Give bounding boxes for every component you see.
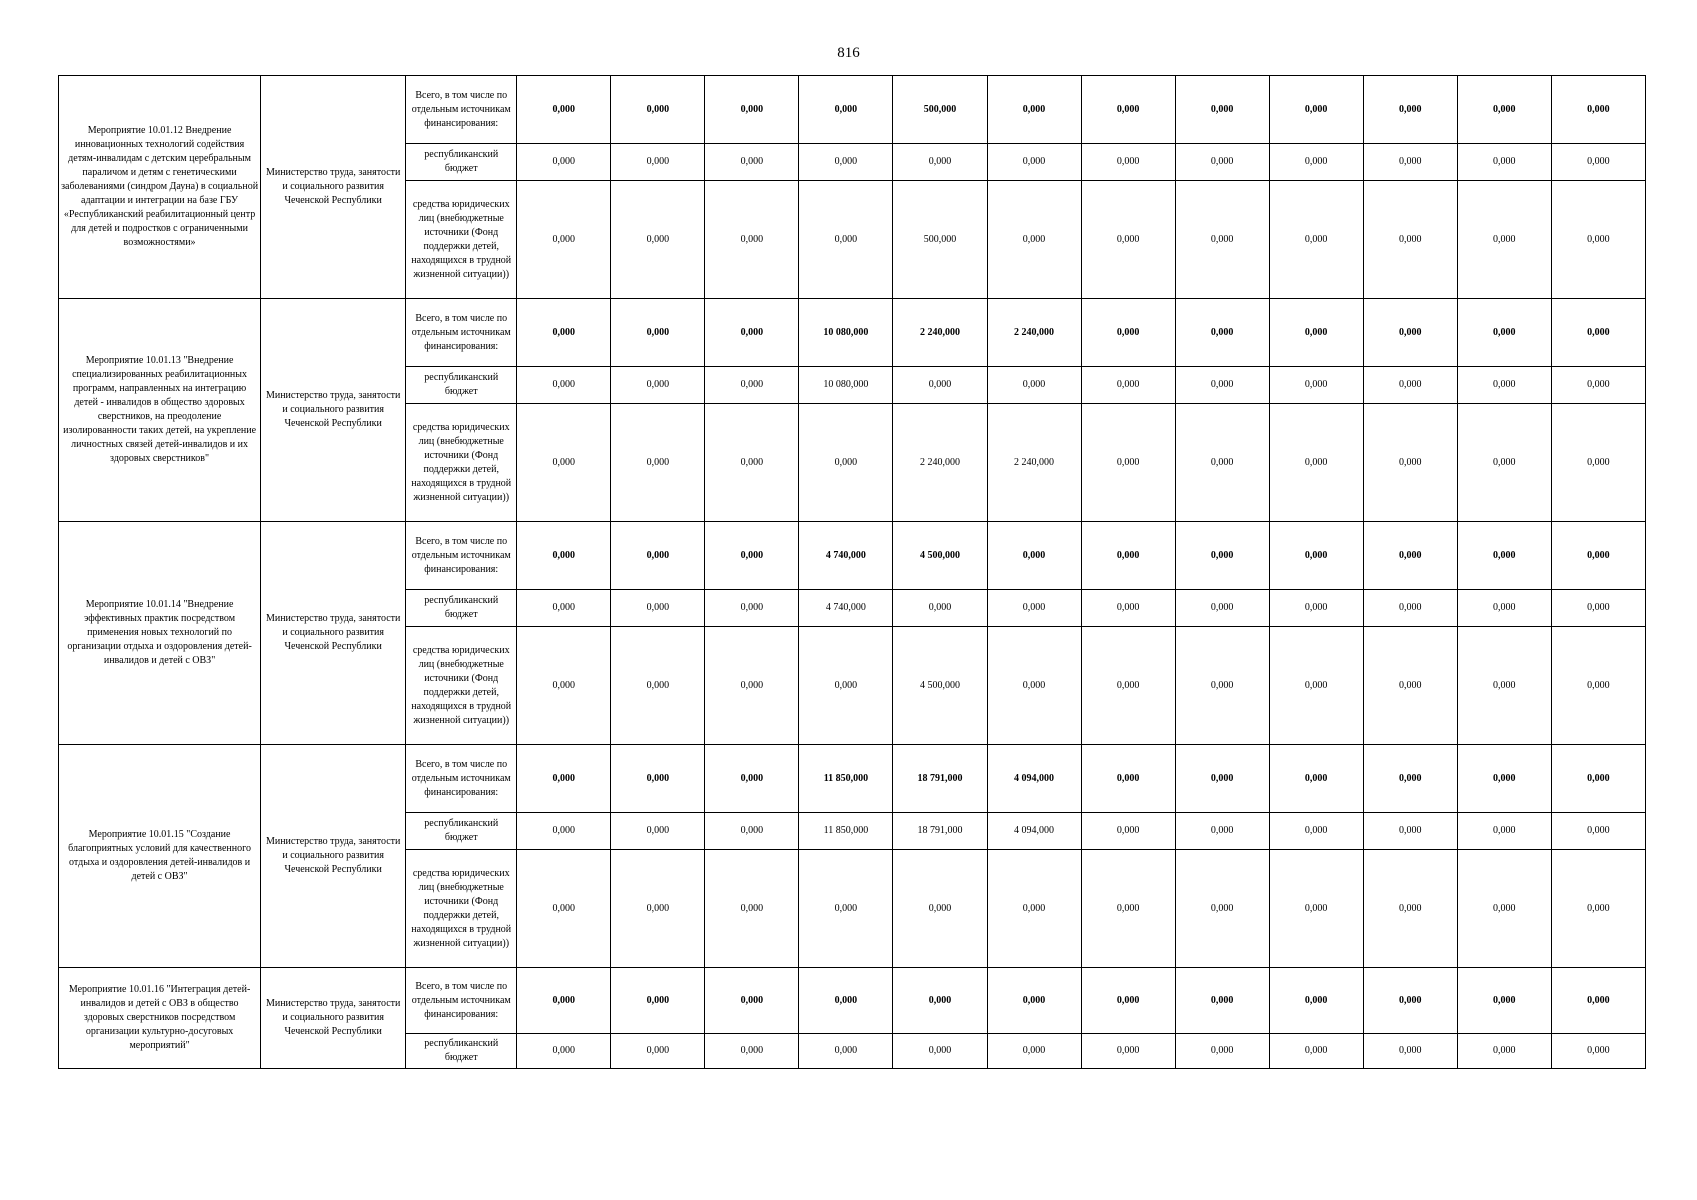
amount-cell: 0,000	[1269, 76, 1363, 144]
amount-cell: 18 791,000	[893, 813, 987, 850]
amount-cell: 0,000	[1363, 522, 1457, 590]
executor-cell: Министерство труда, занятости и социального развития Чеченской Республики	[261, 299, 406, 522]
amount-cell: 0,000	[611, 367, 705, 404]
amount-cell: 0,000	[1363, 144, 1457, 181]
amount-cell: 0,000	[1363, 627, 1457, 745]
funding-source-cell: республиканский бюджет	[406, 1034, 517, 1069]
amount-cell: 0,000	[705, 522, 799, 590]
amount-cell: 0,000	[705, 968, 799, 1034]
amount-cell: 0,000	[1081, 76, 1175, 144]
amount-cell: 0,000	[611, 813, 705, 850]
amount-cell: 0,000	[1081, 968, 1175, 1034]
amount-cell: 4 740,000	[799, 590, 893, 627]
amount-cell: 0,000	[1269, 1034, 1363, 1069]
amount-cell: 0,000	[611, 404, 705, 522]
amount-cell: 0,000	[705, 181, 799, 299]
amount-cell: 0,000	[1457, 968, 1551, 1034]
amount-cell: 0,000	[1175, 745, 1269, 813]
amount-cell: 0,000	[1551, 745, 1645, 813]
amount-cell: 0,000	[1081, 299, 1175, 367]
amount-cell: 0,000	[1551, 968, 1645, 1034]
amount-cell: 0,000	[517, 850, 611, 968]
amount-cell: 0,000	[987, 1034, 1081, 1069]
amount-cell: 0,000	[611, 76, 705, 144]
amount-cell: 4 094,000	[987, 813, 1081, 850]
table-row	[59, 299, 1646, 367]
amount-cell: 0,000	[1081, 813, 1175, 850]
amount-cell: 0,000	[1269, 144, 1363, 181]
amount-cell: 0,000	[705, 404, 799, 522]
amount-cell: 0,000	[517, 367, 611, 404]
amount-cell: 0,000	[1363, 745, 1457, 813]
amount-cell: 0,000	[517, 299, 611, 367]
amount-cell: 0,000	[705, 1034, 799, 1069]
amount-cell: 0,000	[1551, 627, 1645, 745]
amount-cell: 0,000	[1269, 590, 1363, 627]
amount-cell: 4 740,000	[799, 522, 893, 590]
amount-cell: 0,000	[1551, 367, 1645, 404]
amount-cell: 4 500,000	[893, 522, 987, 590]
executor-cell: Министерство труда, занятости и социального развития Чеченской Республики	[261, 968, 406, 1069]
amount-cell: 0,000	[1551, 1034, 1645, 1069]
table-row	[59, 745, 1646, 813]
amount-cell: 0,000	[611, 968, 705, 1034]
amount-cell: 0,000	[517, 181, 611, 299]
amount-cell: 0,000	[517, 590, 611, 627]
amount-cell: 0,000	[1269, 627, 1363, 745]
amount-cell: 0,000	[611, 627, 705, 745]
amount-cell: 0,000	[1551, 76, 1645, 144]
amount-cell: 0,000	[1363, 181, 1457, 299]
amount-cell: 0,000	[1551, 850, 1645, 968]
amount-cell: 10 080,000	[799, 367, 893, 404]
amount-cell: 0,000	[987, 76, 1081, 144]
amount-cell: 0,000	[517, 968, 611, 1034]
amount-cell: 0,000	[1081, 627, 1175, 745]
amount-cell: 11 850,000	[799, 745, 893, 813]
amount-cell: 0,000	[1457, 745, 1551, 813]
financing-table	[58, 75, 1646, 1069]
funding-source-cell: Всего, в том числе по отдельным источникам финансирования:	[406, 76, 517, 144]
amount-cell: 500,000	[893, 181, 987, 299]
amount-cell: 0,000	[1175, 522, 1269, 590]
amount-cell: 0,000	[611, 1034, 705, 1069]
amount-cell: 0,000	[1457, 1034, 1551, 1069]
amount-cell: 0,000	[987, 144, 1081, 181]
amount-cell: 0,000	[799, 627, 893, 745]
amount-cell: 0,000	[1175, 404, 1269, 522]
amount-cell: 0,000	[1551, 181, 1645, 299]
amount-cell: 0,000	[893, 590, 987, 627]
amount-cell: 0,000	[517, 404, 611, 522]
funding-source-cell: республиканский бюджет	[406, 367, 517, 404]
amount-cell: 0,000	[517, 1034, 611, 1069]
amount-cell: 0,000	[1551, 404, 1645, 522]
amount-cell: 4 500,000	[893, 627, 987, 745]
amount-cell: 0,000	[1081, 1034, 1175, 1069]
amount-cell: 0,000	[1175, 813, 1269, 850]
amount-cell: 2 240,000	[893, 404, 987, 522]
amount-cell: 0,000	[1363, 1034, 1457, 1069]
amount-cell: 0,000	[1457, 404, 1551, 522]
amount-cell: 500,000	[893, 76, 987, 144]
amount-cell: 0,000	[1175, 627, 1269, 745]
amount-cell: 0,000	[705, 144, 799, 181]
amount-cell: 0,000	[1551, 144, 1645, 181]
amount-cell: 0,000	[705, 850, 799, 968]
amount-cell: 0,000	[1269, 522, 1363, 590]
event-name-cell: Мероприятие 10.01.14 "Внедрение эффективных практик посредством применения новых технологий по организации отдыха и оздоровления детей-инвалидов и детей с ОВЗ"	[59, 522, 261, 745]
amount-cell: 0,000	[705, 367, 799, 404]
amount-cell: 0,000	[893, 968, 987, 1034]
amount-cell: 0,000	[1363, 968, 1457, 1034]
amount-cell: 0,000	[705, 813, 799, 850]
amount-cell: 0,000	[1457, 299, 1551, 367]
executor-cell: Министерство труда, занятости и социального развития Чеченской Республики	[261, 745, 406, 968]
amount-cell: 10 080,000	[799, 299, 893, 367]
amount-cell: 0,000	[1269, 181, 1363, 299]
amount-cell: 0,000	[1363, 404, 1457, 522]
amount-cell: 0,000	[1363, 367, 1457, 404]
amount-cell: 0,000	[1363, 590, 1457, 627]
amount-cell: 0,000	[517, 522, 611, 590]
amount-cell: 2 240,000	[987, 404, 1081, 522]
executor-cell: Министерство труда, занятости и социального развития Чеченской Республики	[261, 76, 406, 299]
amount-cell: 0,000	[1175, 144, 1269, 181]
amount-cell: 0,000	[1457, 522, 1551, 590]
amount-cell: 0,000	[1081, 181, 1175, 299]
amount-cell: 0,000	[1175, 299, 1269, 367]
amount-cell: 0,000	[987, 590, 1081, 627]
amount-cell: 0,000	[1081, 522, 1175, 590]
event-name-cell: Мероприятие 10.01.12 Внедрение инновационных технологий содействия детям-инвалидам с детским церебральным параличом и детям с генетическими заболеваниями (синдром Дауна) в социальной адаптации и интеграции на базе ГБУ «Республиканский реабилитационный центр для детей и подростков с ограниченными возможностями»	[59, 76, 261, 299]
amount-cell: 0,000	[705, 299, 799, 367]
funding-source-cell: республиканский бюджет	[406, 144, 517, 181]
amount-cell: 0,000	[1081, 144, 1175, 181]
amount-cell: 0,000	[987, 627, 1081, 745]
amount-cell: 0,000	[1175, 968, 1269, 1034]
amount-cell: 0,000	[987, 367, 1081, 404]
amount-cell: 0,000	[1175, 1034, 1269, 1069]
amount-cell: 0,000	[987, 522, 1081, 590]
page-number: 816	[837, 45, 860, 61]
amount-cell: 0,000	[611, 144, 705, 181]
amount-cell: 0,000	[1269, 404, 1363, 522]
amount-cell: 0,000	[1551, 590, 1645, 627]
amount-cell: 0,000	[1457, 76, 1551, 144]
amount-cell: 0,000	[799, 404, 893, 522]
table-row	[59, 522, 1646, 590]
funding-source-cell: республиканский бюджет	[406, 590, 517, 627]
amount-cell: 0,000	[1457, 813, 1551, 850]
amount-cell: 2 240,000	[987, 299, 1081, 367]
amount-cell: 0,000	[1269, 850, 1363, 968]
amount-cell: 0,000	[1457, 181, 1551, 299]
amount-cell: 0,000	[799, 181, 893, 299]
amount-cell: 0,000	[1175, 850, 1269, 968]
amount-cell: 0,000	[705, 590, 799, 627]
executor-cell: Министерство труда, занятости и социального развития Чеченской Республики	[261, 522, 406, 745]
event-name-cell: Мероприятие 10.01.13 "Внедрение специализированных реабилитационных программ, направленных на интеграцию детей - инвалидов в общество здоровых сверстников, на преодоление изолированности таких детей, на укрепление личностных связей детей-инвалидов и их здоровых сверстников"	[59, 299, 261, 522]
amount-cell: 0,000	[1269, 968, 1363, 1034]
funding-source-cell: Всего, в том числе по отдельным источникам финансирования:	[406, 968, 517, 1034]
funding-source-cell: Всего, в том числе по отдельным источникам финансирования:	[406, 522, 517, 590]
event-name-cell: Мероприятие 10.01.15 "Создание благоприятных условий для качественного отдыха и оздоровления детей-инвалидов и детей с ОВЗ"	[59, 745, 261, 968]
amount-cell: 11 850,000	[799, 813, 893, 850]
amount-cell: 0,000	[987, 181, 1081, 299]
amount-cell: 0,000	[1551, 813, 1645, 850]
table-row	[59, 968, 1646, 1034]
amount-cell: 0,000	[799, 850, 893, 968]
amount-cell: 0,000	[1551, 299, 1645, 367]
amount-cell: 0,000	[705, 627, 799, 745]
amount-cell: 0,000	[517, 144, 611, 181]
amount-cell: 0,000	[611, 745, 705, 813]
event-name-cell: Мероприятие 10.01.16 "Интеграция детей-инвалидов и детей с ОВЗ в общество здоровых сверстников посредством организации культурно-досуговых мероприятий"	[59, 968, 261, 1069]
amount-cell: 2 240,000	[893, 299, 987, 367]
amount-cell: 0,000	[893, 144, 987, 181]
amount-cell: 0,000	[799, 76, 893, 144]
amount-cell: 0,000	[1363, 813, 1457, 850]
amount-cell: 0,000	[1457, 367, 1551, 404]
funding-source-cell: средства юридических лиц (внебюджетные источники (Фонд поддержки детей, находящихся в трудной жизненной ситуации))	[406, 627, 517, 745]
amount-cell: 0,000	[987, 850, 1081, 968]
amount-cell: 0,000	[1457, 144, 1551, 181]
amount-cell: 0,000	[1175, 367, 1269, 404]
funding-source-cell: средства юридических лиц (внебюджетные источники (Фонд поддержки детей, находящихся в трудной жизненной ситуации))	[406, 181, 517, 299]
amount-cell: 0,000	[893, 1034, 987, 1069]
amount-cell: 0,000	[611, 850, 705, 968]
amount-cell: 0,000	[799, 1034, 893, 1069]
amount-cell: 0,000	[705, 76, 799, 144]
amount-cell: 0,000	[517, 745, 611, 813]
amount-cell: 0,000	[893, 367, 987, 404]
amount-cell: 0,000	[1363, 850, 1457, 968]
funding-source-cell: средства юридических лиц (внебюджетные источники (Фонд поддержки детей, находящихся в трудной жизненной ситуации))	[406, 850, 517, 968]
amount-cell: 0,000	[1081, 404, 1175, 522]
amount-cell: 0,000	[1081, 590, 1175, 627]
amount-cell: 0,000	[1363, 76, 1457, 144]
amount-cell: 0,000	[1175, 181, 1269, 299]
amount-cell: 0,000	[1175, 590, 1269, 627]
amount-cell: 0,000	[1363, 299, 1457, 367]
amount-cell: 0,000	[611, 299, 705, 367]
amount-cell: 0,000	[705, 745, 799, 813]
amount-cell: 0,000	[1457, 590, 1551, 627]
amount-cell: 0,000	[611, 522, 705, 590]
amount-cell: 0,000	[1269, 367, 1363, 404]
amount-cell: 18 791,000	[893, 745, 987, 813]
funding-source-cell: Всего, в том числе по отдельным источникам финансирования:	[406, 299, 517, 367]
funding-source-cell: Всего, в том числе по отдельным источникам финансирования:	[406, 745, 517, 813]
amount-cell: 0,000	[799, 144, 893, 181]
amount-cell: 0,000	[611, 590, 705, 627]
amount-cell: 0,000	[1081, 367, 1175, 404]
amount-cell: 0,000	[1551, 522, 1645, 590]
amount-cell: 0,000	[893, 850, 987, 968]
amount-cell: 0,000	[517, 627, 611, 745]
amount-cell: 0,000	[1269, 745, 1363, 813]
table-row	[59, 76, 1646, 144]
amount-cell: 0,000	[517, 813, 611, 850]
amount-cell: 0,000	[611, 181, 705, 299]
funding-source-cell: республиканский бюджет	[406, 813, 517, 850]
amount-cell: 0,000	[1081, 850, 1175, 968]
amount-cell: 0,000	[1269, 299, 1363, 367]
amount-cell: 0,000	[1081, 745, 1175, 813]
funding-source-cell: средства юридических лиц (внебюджетные источники (Фонд поддержки детей, находящихся в трудной жизненной ситуации))	[406, 404, 517, 522]
amount-cell: 4 094,000	[987, 745, 1081, 813]
amount-cell: 0,000	[799, 968, 893, 1034]
amount-cell: 0,000	[1457, 850, 1551, 968]
amount-cell: 0,000	[1457, 627, 1551, 745]
amount-cell: 0,000	[1269, 813, 1363, 850]
amount-cell: 0,000	[1175, 76, 1269, 144]
amount-cell: 0,000	[987, 968, 1081, 1034]
amount-cell: 0,000	[517, 76, 611, 144]
